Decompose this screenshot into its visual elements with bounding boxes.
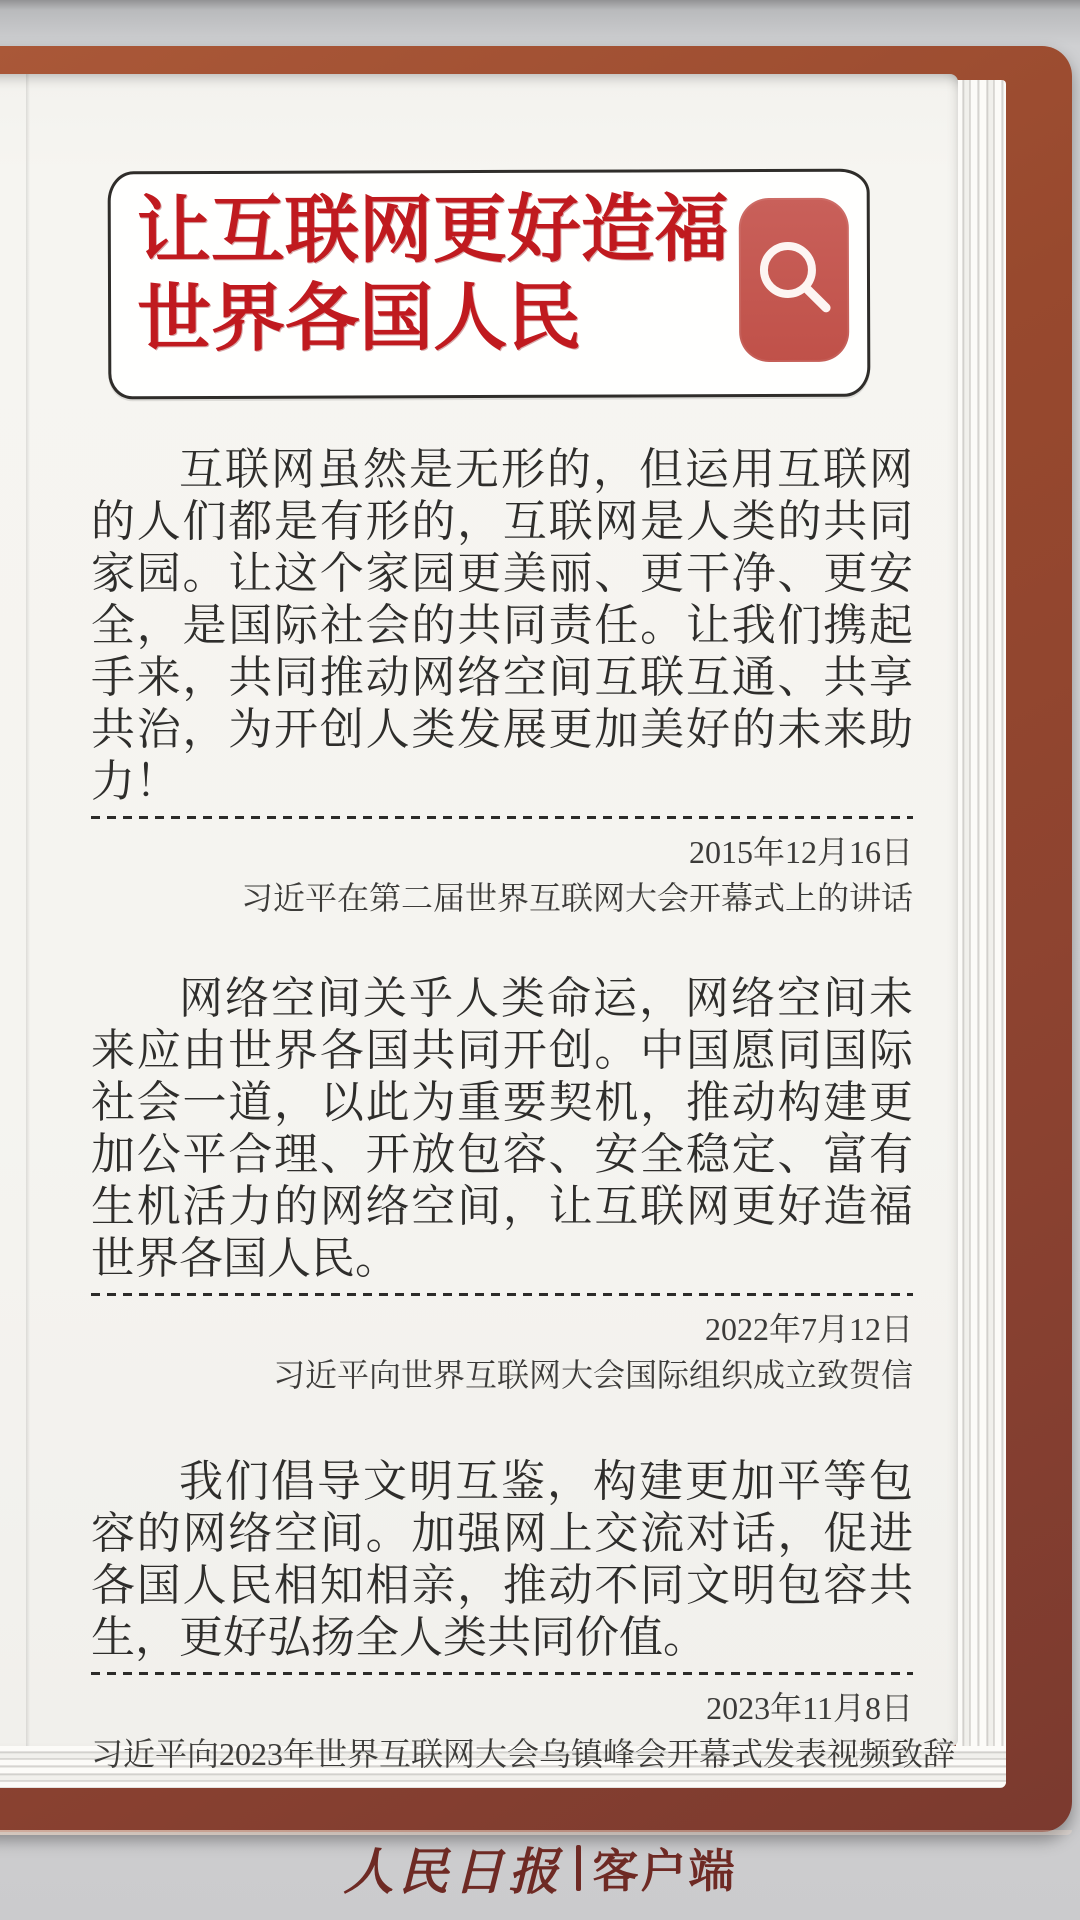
dashed-divider — [91, 816, 913, 819]
quote-paragraph: 互联网虽然是无形的，但运用互联网的人们都是有形的，互联网是人类的共同家园。让这个家园更美丽、更干净、更安全，是国际社会的共同责任。让我们携起手来，共同推动网络空间互联互通、共享共治，为开创人类发展更加美好的未来助力！ — [91, 445, 913, 806]
brand-client-label: 客户端 — [592, 1845, 737, 1897]
page-stack-right-edge — [956, 80, 1006, 1786]
title-card — [108, 169, 871, 400]
publisher-brand — [0, 1836, 1080, 1900]
book-page — [0, 74, 958, 1772]
dashed-divider — [91, 1293, 913, 1296]
quote-attribution — [91, 1306, 913, 1398]
brand-people-daily: 人民日报 — [343, 1844, 564, 1900]
quote-date: 2015年12月16日 — [688, 834, 913, 870]
brand-divider-bar — [576, 1845, 581, 1891]
poster-title — [137, 186, 738, 364]
quote-paragraph: 网络空间关乎人类命运，网络空间未来应由世界各国共同开创。中国愿同国际社会一道，以此为重要契机，推动构建更加公平合理、开放包容、安全稳定、富有生机活力的网络空间，让互联网更好造福世界各国人民。 — [91, 974, 913, 1283]
quote-attribution — [91, 829, 913, 921]
quote-date: 2022年7月12日 — [704, 1311, 913, 1347]
quote-source: 习近平在第二届世界互联网大会开幕式上的讲话 — [240, 880, 913, 916]
quote-source: 习近平向2023年世界互联网大会乌镇峰会开幕式发表视频致辞 — [91, 1736, 956, 1772]
quote-date: 2023年11月8日 — [706, 1690, 913, 1726]
search-icon — [751, 234, 837, 325]
quote-source: 习近平向世界互联网大会国际组织成立致贺信 — [272, 1357, 913, 1393]
quote-attribution — [91, 1685, 956, 1777]
quote-column — [91, 444, 956, 1777]
poster-title-line1: 让互联网更好造福 — [136, 189, 729, 274]
search-button[interactable] — [739, 198, 850, 362]
dashed-divider — [91, 1672, 913, 1675]
poster-title-line2: 世界各国人民 — [136, 277, 582, 362]
quote-paragraph: 我们倡导文明互鉴，构建更加平等包容的网络空间。加强网上交流对话，促进各国人民相知相亲，推动不同文明包容共生，更好弘扬全人类共同价值。 — [91, 1457, 913, 1662]
